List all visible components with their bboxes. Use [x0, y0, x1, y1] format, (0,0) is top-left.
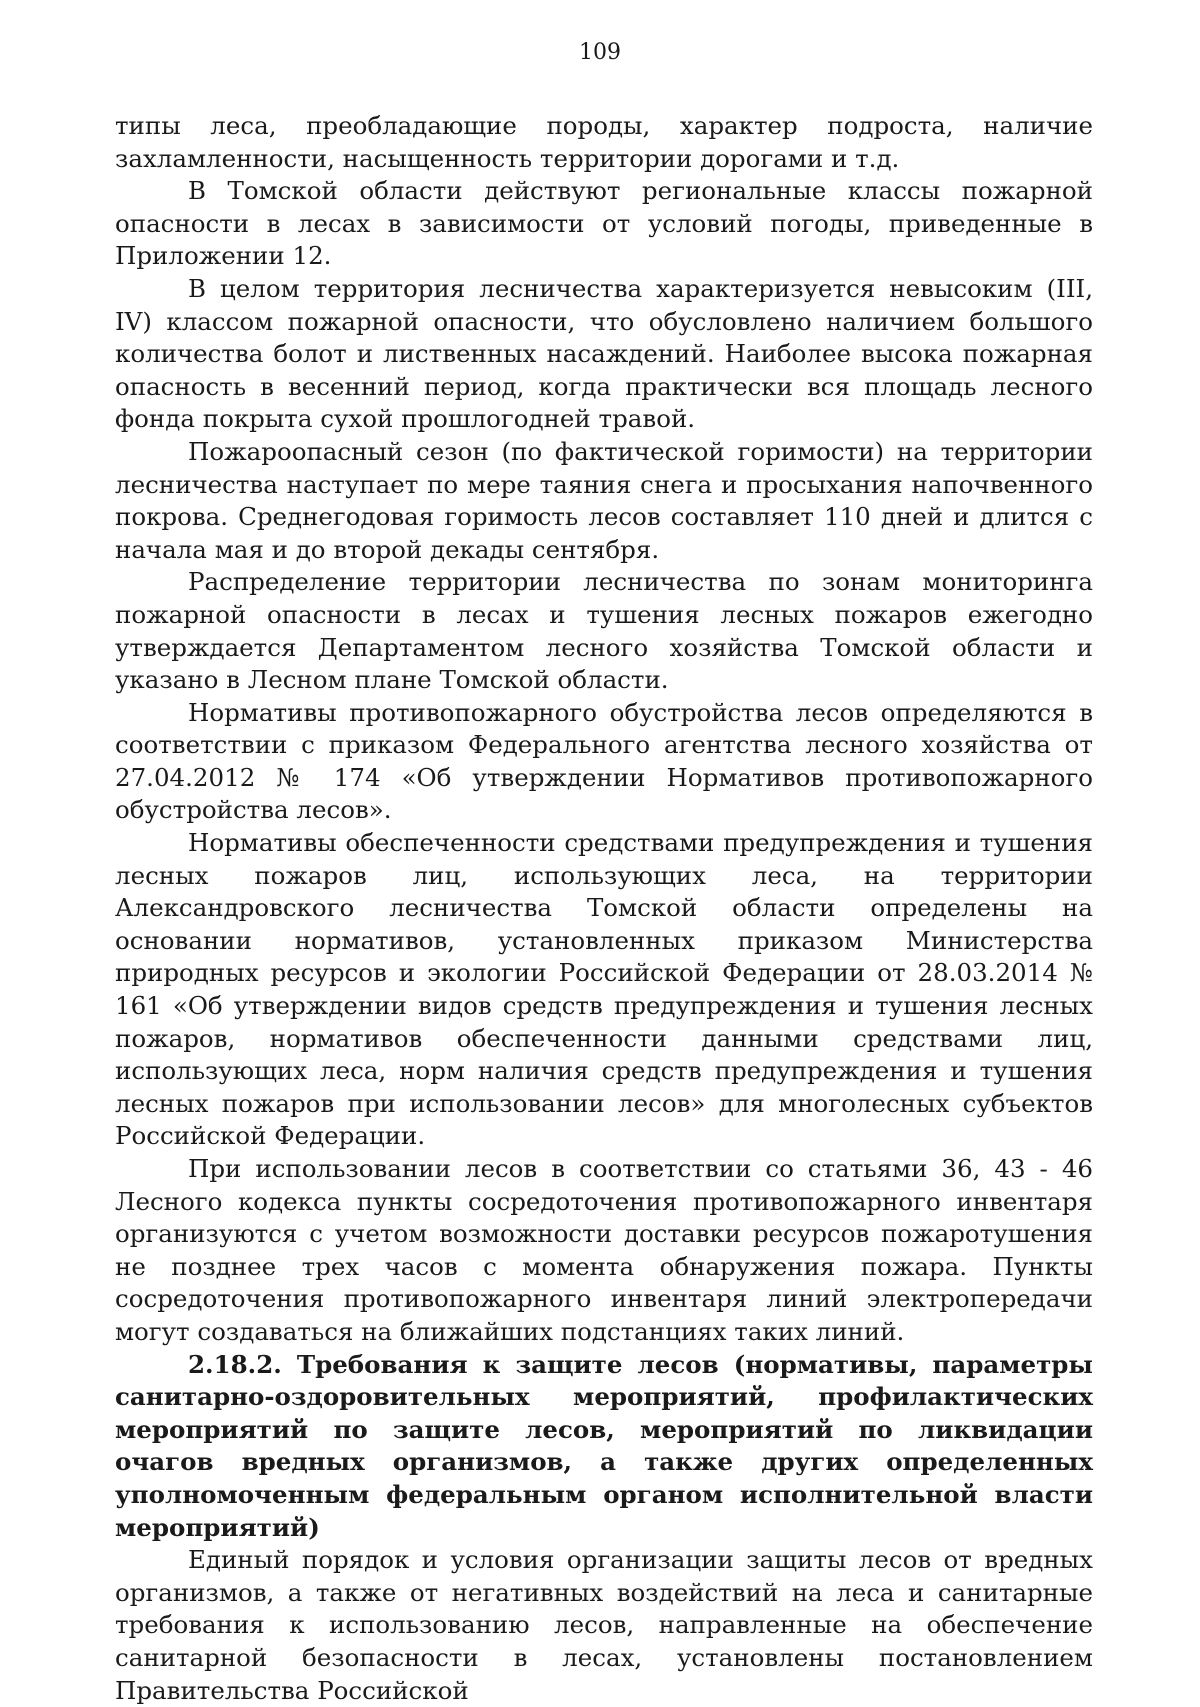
- paragraph-continuation: типы леса, преобладающие породы, характер подроста, наличие захламленности, насыщенность территории дорогами и т.д.: [115, 111, 1093, 173]
- paragraph-monitoring-zones: Распределение территории лесничества по зонам мониторинга пожарной опасности в лесах и тушения лесных пожаров ежегодно утверждается Департаментом лесного хозяйства Томской области и указано в Лесном плане Томской области.: [115, 567, 1093, 695]
- section-heading: 2.18.2. Требования к защите лесов (нормативы, параметры санитарно-оздоровительных мероприятий, профилактических мероприятий по защите лесов, мероприятий по ликвидации очагов вредных организмов, а также других определенных уполномоченным федеральным органом исполнительной власти мероприятий): [115, 1349, 1093, 1542]
- paragraph-fire-season: Пожароопасный сезон (по фактической горимости) на территории лесничества наступает по мере таяния снега и просыхания напочвенного покрова. Среднегодовая горимость лесов составляет 110 дней и длится с начала мая и до второй декады сентября.: [115, 436, 1093, 564]
- paragraph-inventory-points: При использовании лесов в соответствии со статьями 36, 43 - 46 Лесного кодекса пункты сосредоточения противопожарного инвентаря организуются с учетом возможности доставки ресурсов пожаротушения не позднее трех часов с момента обнаружения пожара. Пункты сосредоточения противопожарного инвентаря линий электропередачи могут создаваться на ближайших подстанциях таких линий.: [115, 1154, 1093, 1346]
- page-number: 109: [579, 40, 621, 65]
- document-body: [115, 110, 1093, 1707]
- paragraph-fire-classes: В Томской области действуют региональные классы пожарной опасности в лесах в зависимости от условий погоды, приведенные в Приложении 12.: [115, 176, 1093, 271]
- paragraph-fire-hazard: В целом территория лесничества характеризуется невысоким (III, IV) классом пожарной опасности, что обусловлено наличием большого количества болот и лиственных насаждений. Наиболее высока пожарная опасность в весенний период, когда практически вся площадь лесного фонда покрыта сухой прошлогодней травой.: [115, 273, 1093, 434]
- paragraph-forest-protection: Единый порядок и условия организации защиты лесов от вредных организмов, а также от негативных воздействий на леса и санитарные требования к использованию лесов, направленные на обеспечение санитарной безопасности в лесах, установлены постановлением Правительства Российской: [115, 1545, 1093, 1705]
- paragraph-fire-standards: Нормативы противопожарного обустройства лесов определяются в соответствии с приказом Федерального агентства лесного хозяйства от 27.04.2012 № 174 «Об утверждении Нормативов противопожарного обустройства лесов».: [115, 697, 1093, 825]
- paragraph-equipment-standards: Нормативы обеспеченности средствами предупреждения и тушения лесных пожаров лиц, использующих леса, на территории Александровского лесничества Томской области определены на основании нормативов, установленных приказом Министерства природных ресурсов и экологии Российской Федерации от 28.03.2014 № 161 «Об утверждении видов средств предупреждения и тушения лесных пожаров, нормативов обеспеченности данными средствами лиц, использующих леса, норм наличия средств предупреждения и тушения лесных пожаров при использовании лесов» для многолесных субъектов Российской Федерации.: [115, 828, 1093, 1151]
